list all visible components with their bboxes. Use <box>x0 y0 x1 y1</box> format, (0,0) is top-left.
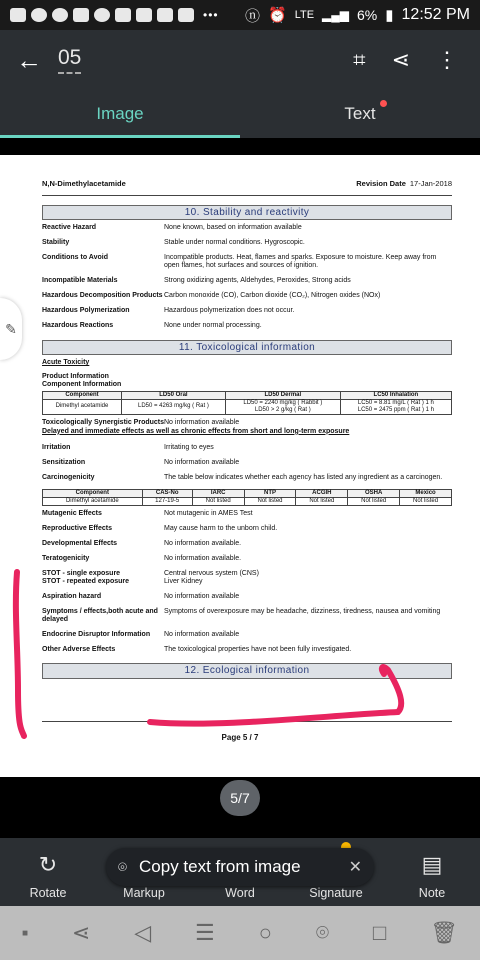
row-value: None under normal processing. <box>164 322 262 330</box>
pencil-icon: ✎ <box>5 320 17 337</box>
revision-date: 17-Jan-2018 <box>409 179 452 188</box>
row-key: STOT - single exposure STOT - repeated exposure <box>42 570 130 586</box>
document-content <box>42 180 452 683</box>
section-heading: 12. Ecological information <box>42 663 452 679</box>
row-key: Reactive Hazard <box>42 224 97 232</box>
gmail-icon-2 <box>157 8 173 22</box>
acute-toxicity-heading: Acute Toxicity <box>42 359 90 366</box>
note-button[interactable]: ▤ Note <box>384 852 480 900</box>
table-header-cell: Mexico <box>400 490 452 498</box>
messenger-icon-2 <box>94 8 110 22</box>
property-row <box>42 239 452 247</box>
property-row <box>42 444 452 452</box>
alarm-icon: ⏰ <box>268 7 287 24</box>
property-row <box>42 292 452 300</box>
table-header-cell: LD50 Oral <box>121 392 225 400</box>
row-value: No information available <box>164 458 240 466</box>
markup-button[interactable]: Markup <box>123 886 165 900</box>
chat-icon <box>31 8 47 22</box>
table-header-cell: LC50 Inhalation <box>340 392 451 400</box>
row-value: No information available. <box>164 554 242 562</box>
table-cell: LD50 = 4263 mg/kg ( Rat ) <box>121 400 225 415</box>
product-info-heading: Product Information <box>42 373 109 381</box>
app-bar <box>0 30 480 90</box>
section-10-rows <box>42 224 452 330</box>
page-number: Page 5 / 7 <box>221 733 259 742</box>
navigation-bar <box>0 906 480 960</box>
row-value: Irritating to eyes <box>164 443 214 451</box>
row-value: The toxicological properties have not been fully investigated. <box>164 646 352 654</box>
property-row <box>42 555 452 563</box>
property-row <box>42 570 452 586</box>
table-header-cell: Component <box>43 490 143 498</box>
property-row <box>42 459 452 467</box>
messenger-icon <box>52 8 68 22</box>
table-header-cell: CAS-No <box>142 490 192 498</box>
page-counter: 5/7 <box>220 780 260 816</box>
scan-icon[interactable]: ⌾ <box>315 920 330 945</box>
crop-icon[interactable]: ⌗ <box>353 47 366 72</box>
table-cell: LC50 = 8.81 mg/L ( Rat ) 1 h LC50 = 2475 ppm ( Rat ) 1 h <box>340 400 451 415</box>
mail-icon <box>10 8 26 22</box>
row-key: Teratogenicity <box>42 554 90 562</box>
note-icon: ▤ <box>421 852 443 877</box>
notification-dot <box>380 100 387 107</box>
row-value: None known, based on information available <box>164 224 302 232</box>
copy-text-label: Copy text from image <box>139 857 301 876</box>
word-button[interactable]: Word <box>225 886 255 900</box>
row-key: Mutagenic Effects <box>42 509 102 517</box>
table-header-cell: Component <box>43 392 122 400</box>
table-cell: LD50 = 2240 mg/kg ( Rabbit ) LD50 > 2 g/kg ( Rat ) <box>225 400 340 415</box>
row-key: Endocrine Disruptor Information <box>42 631 151 639</box>
document-header <box>42 180 452 196</box>
status-bar <box>0 0 480 30</box>
section-heading: 11. Toxicological information <box>42 340 452 356</box>
signature-button[interactable]: Signature <box>309 886 363 900</box>
notification-icons <box>10 8 219 22</box>
row-value: No information available <box>164 418 240 426</box>
table-header-cell: IARC <box>192 490 244 498</box>
share-icon[interactable]: ⋖ <box>71 920 91 945</box>
row-key: Hazardous Reactions <box>42 322 114 330</box>
table-cell: Not listed <box>192 497 244 505</box>
tab-image[interactable]: Image <box>0 90 240 138</box>
app-icon <box>115 8 131 22</box>
share-icon[interactable]: ⋖ <box>391 47 410 72</box>
row-value: No information available <box>164 631 240 639</box>
row-key: Incompatible Materials <box>42 277 118 285</box>
text-scan-icon: ⌾ <box>118 858 128 876</box>
close-icon[interactable]: ✕ <box>348 859 362 876</box>
row-key: Sensitization <box>42 458 86 466</box>
property-row <box>42 608 452 624</box>
more-options-icon[interactable]: ⋮ <box>436 47 458 72</box>
property-row <box>42 277 452 285</box>
property-row <box>42 474 452 482</box>
gmail-icon <box>136 8 152 22</box>
property-row <box>42 631 452 639</box>
row-key: Conditions to Avoid <box>42 254 108 262</box>
row-value: Central nervous system (CNS) Liver Kidney <box>164 570 259 586</box>
property-row <box>42 593 452 601</box>
rotate-button[interactable]: ↻ Rotate <box>0 852 96 900</box>
carcinogen-table <box>42 489 452 506</box>
row-value: The table below indicates whether each agency has listed any ingredient as a carcinogen. <box>164 474 443 481</box>
table-cell: Not listed <box>296 497 348 505</box>
table-cell: Not listed <box>400 497 452 505</box>
battery-text: 6% <box>357 7 378 23</box>
property-row <box>42 307 452 315</box>
row-key: Symptoms / effects,both acute and delayed <box>42 608 158 624</box>
delayed-effects-heading: Delayed and immediate effects as well as chronic effects from short and long-term exposure <box>42 427 350 435</box>
revision-label: Revision Date <box>356 179 406 188</box>
clock: 12:52 PM <box>401 6 470 23</box>
row-value: Incompatible products. Heat, flames and sparks. Exposure to moisture. Keep away from open flames, hot surfaces and sources of ignition. <box>164 254 437 270</box>
nfc-icon: ⓝ <box>244 7 260 25</box>
row-key: Aspiration hazard <box>42 593 102 601</box>
table-header-cell: ACGIH <box>296 490 348 498</box>
home-icon[interactable]: ○ <box>258 920 272 945</box>
row-value: No information available. <box>164 539 242 547</box>
signal-icon: ▂▄▆ <box>322 8 350 22</box>
dot-icon: ■ <box>21 927 28 939</box>
property-row <box>42 254 452 270</box>
row-value: Not mutagenic in AMES Test <box>164 509 253 517</box>
row-key: Reproductive Effects <box>42 524 113 532</box>
document-title[interactable]: 05 <box>58 46 81 74</box>
rotate-icon: ↻ <box>38 852 58 877</box>
section-11-rows-a <box>42 444 452 482</box>
table-cell: 127-19-5 <box>142 497 192 505</box>
recents-icon[interactable]: □ <box>372 920 387 945</box>
section-11-rows-b <box>42 510 452 655</box>
table-header-cell: LD50 Dermal <box>225 392 340 400</box>
check-icon <box>178 8 194 22</box>
table-header-cell: OSHA <box>348 490 400 498</box>
divider <box>42 721 452 722</box>
product-name: N,N-Dimethylacetamide <box>42 179 126 188</box>
row-key: Stability <box>42 239 70 247</box>
row-key: Other Adverse Effects <box>42 646 116 654</box>
tab-text[interactable]: Text <box>240 90 480 138</box>
row-value: Strong oxidizing agents, Aldehydes, Peroxides, Strong acids <box>164 277 351 285</box>
view-tabs <box>0 90 480 138</box>
table-cell: Dimethyl acetamide <box>43 497 143 505</box>
component-info-heading: Component Information <box>42 381 122 389</box>
section-heading: 10. Stability and reactivity <box>42 205 452 221</box>
table-cell: Not listed <box>244 497 296 505</box>
table-header-cell: NTP <box>244 490 296 498</box>
row-key: Hazardous Decomposition Products <box>42 292 163 300</box>
row-value: Hazardous polymerization does not occur. <box>164 307 295 315</box>
more-notifications-icon: ••• <box>203 8 219 22</box>
row-key: Toxicologically Synergistic Products <box>42 418 165 426</box>
battery-icon: ▮ <box>385 7 394 24</box>
row-value: May cause harm to the unborn child. <box>164 524 278 532</box>
row-value: Symptoms of overexposure may be headache, dizziness, tiredness, nausea and vomiting <box>164 608 441 616</box>
property-row <box>42 322 452 330</box>
delete-icon[interactable]: 🗑 <box>430 920 459 945</box>
row-value: Carbon monoxide (CO), Carbon dioxide (CO₂), Nitrogen oxides (NOx) <box>164 292 381 300</box>
back-arrow-icon[interactable]: ← <box>16 44 42 75</box>
property-row <box>42 646 452 654</box>
table-cell: Not listed <box>348 497 400 505</box>
adjust-icon[interactable]: ☰ <box>195 920 215 945</box>
ld50-table <box>42 391 452 415</box>
copy-text-chip[interactable] <box>106 848 374 886</box>
row-value: No information available <box>164 593 240 601</box>
row-key: Hazardous Polymerization <box>42 307 130 315</box>
row-key: Irritation <box>42 443 71 451</box>
network-type: LTE <box>294 9 315 21</box>
document-page <box>0 155 480 777</box>
row-key: Carcinogenicity <box>42 474 95 481</box>
property-row <box>42 510 452 518</box>
twitter-icon <box>73 8 89 22</box>
back-icon[interactable]: ◁ <box>134 920 152 945</box>
synergistic-row <box>42 419 452 427</box>
row-key: Developmental Effects <box>42 539 118 547</box>
property-row <box>42 224 452 232</box>
table-cell: Dimethyl acetamide <box>43 400 122 415</box>
property-row <box>42 525 452 533</box>
row-value: Stable under normal conditions. Hygroscopic. <box>164 239 305 247</box>
property-row <box>42 540 452 548</box>
